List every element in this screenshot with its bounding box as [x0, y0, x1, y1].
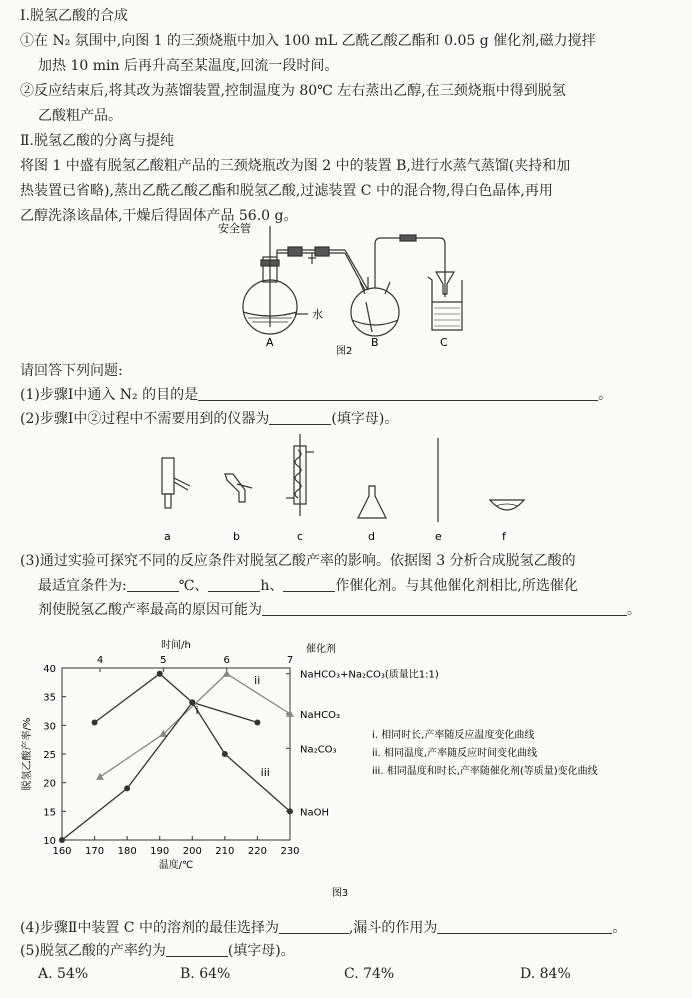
- part2-line3: 乙醇洗涤该晶体,干燥后得固体产品 56.0 g。: [20, 208, 298, 224]
- x-tick-label: 230: [280, 846, 300, 857]
- part2-heading: Ⅱ.脱氢乙酸的分离与提纯: [20, 133, 174, 149]
- flask-b: [351, 288, 399, 336]
- instrument-c-icon: [286, 434, 314, 516]
- x-tick-label: 220: [247, 846, 267, 857]
- series-point-iii: [222, 751, 228, 757]
- legend-entry: ii. 相同温度,产率随反应时间变化曲线: [372, 748, 538, 759]
- instrument-a-icon: [162, 458, 190, 508]
- q3-time-blank[interactable]: [208, 577, 260, 592]
- chart-frame: [62, 668, 290, 840]
- q2-end: (填字母)。: [331, 411, 399, 427]
- label-a: A: [266, 336, 274, 349]
- y-tick-label: 30: [43, 721, 56, 733]
- q2-answer-blank[interactable]: [269, 410, 331, 425]
- part1-step2-line1: ②反应结束后,将其改为蒸馏装置,控制温度为 80℃ 左右蒸出乙醇,在三颈烧瓶中得到脱氢: [20, 83, 566, 99]
- figure-2-apparatus: [200, 222, 480, 357]
- safety-tube-label: 安全管: [218, 222, 251, 235]
- series-point-i: [92, 719, 98, 725]
- x2-tick-label: 5: [160, 655, 167, 666]
- question-5: [20, 941, 295, 961]
- y-tick-label: 35: [43, 692, 56, 704]
- series-point-ii: [96, 773, 104, 780]
- q4-solvent-blank[interactable]: [279, 919, 349, 934]
- instrument-label-b: b: [233, 530, 240, 543]
- q3-catalyst-blank[interactable]: [283, 577, 335, 592]
- x2-axis-label: 时间/h: [161, 640, 191, 651]
- x-tick-label: 210: [215, 846, 235, 857]
- question-2: [20, 409, 398, 429]
- question-2-text: (2)步骤Ⅰ中②过程中不需要用到的仪器为: [20, 411, 270, 427]
- part2-line2: 热装置已省略),蒸出乙酰乙酸乙酯和脱氢乙酸,过滤装置 C 中的混合物,得白色晶体,再用: [20, 183, 553, 199]
- question-3-line3: [38, 600, 641, 620]
- series-label-i: i: [195, 703, 199, 717]
- x-tick-label: 170: [85, 846, 105, 857]
- q4-funnel-blank[interactable]: [437, 919, 612, 934]
- series-line-i: [95, 674, 261, 723]
- q5-end: (填字母)。: [227, 943, 295, 959]
- part2-line1: 将图 1 中盛有脱氢乙酸粗产品的三颈烧瓶改为图 2 中的装置 B,进行水蒸气蒸馏(夹持和加: [20, 158, 571, 174]
- instrument-label-e: e: [435, 530, 442, 543]
- question-3-line1: (3)通过实验可探究不同的反应条件对脱氢乙酸产率的影响。依据图 3 分析合成脱氢乙酸的: [20, 553, 576, 569]
- y-tick-label: 15: [43, 807, 56, 819]
- catalyst-label: NaHCO₃: [300, 709, 340, 721]
- x-tick-label: 200: [182, 846, 202, 857]
- option-a[interactable]: A. 54%: [38, 966, 89, 982]
- instrument-label-c: c: [297, 530, 304, 543]
- q1-answer-blank[interactable]: [198, 386, 598, 401]
- q5-text: (5)脱氢乙酸的产率约为: [20, 943, 166, 959]
- x-axis-label: 温度/℃: [158, 860, 194, 871]
- series-point-iii: [124, 785, 130, 791]
- series-line-ii: [100, 674, 290, 777]
- series-label-ii: ii: [254, 674, 261, 688]
- x-tick-label: 160: [52, 846, 72, 857]
- catalyst-axis-label: 催化剂: [306, 644, 336, 655]
- label-b: B: [371, 336, 379, 349]
- q5-answer-blank[interactable]: [166, 942, 228, 957]
- instrument-d-icon: [358, 486, 386, 518]
- water-label: 水: [312, 308, 323, 321]
- y-axis-label: 脱氢乙酸产率/%: [22, 717, 33, 791]
- question-4: [20, 918, 626, 938]
- part1-heading: Ⅰ.脱氢乙酸的合成: [20, 8, 128, 24]
- q3-text-a: 最适宜条件为:: [38, 578, 127, 594]
- part1-step1-line1: ①在 N₂ 氛围中,向图 1 的三颈烧瓶中加入 100 mL 乙酰乙酸乙酯和 0.05 g 催化剂,磁力搅拌: [20, 33, 596, 49]
- figure-3-chart: [0, 622, 692, 907]
- catalyst-label: NaOH: [300, 807, 329, 819]
- instrument-label-a: a: [164, 530, 171, 543]
- instrument-b-icon: [225, 474, 252, 502]
- instruments-row: [140, 430, 540, 545]
- q3-unit-temp: ℃、: [178, 578, 209, 594]
- legend-entry: iii. 相同温度和时长,产率随催化剂(等质量)变化曲线: [372, 766, 598, 777]
- q4-end: 。: [612, 920, 627, 936]
- option-d[interactable]: D. 84%: [520, 966, 571, 982]
- instrument-label-d: d: [368, 530, 375, 543]
- q3-text-b: 作催化剂。与其他催化剂相比,所选催化: [335, 578, 578, 594]
- option-c[interactable]: C. 74%: [344, 966, 395, 982]
- question-1: [20, 385, 612, 405]
- x-tick-label: 190: [150, 846, 170, 857]
- label-c: C: [440, 336, 448, 349]
- series-point-iii: [287, 808, 293, 814]
- question-1-text: (1)步骤Ⅰ中通入 N₂ 的目的是: [20, 387, 199, 403]
- x-tick-label: 180: [117, 846, 137, 857]
- series-point-ii: [223, 670, 231, 677]
- q4-text-b: ,漏斗的作用为: [348, 920, 438, 936]
- series-point-iii: [59, 837, 65, 843]
- series-label-iii: iii: [260, 765, 270, 779]
- questions-intro: 请回答下列问题:: [20, 363, 123, 379]
- catalyst-label: Na₂CO₃: [300, 744, 337, 756]
- q1-end: 。: [598, 387, 613, 403]
- q3-temperature-blank[interactable]: [127, 577, 179, 592]
- q3-unit-time: h、: [260, 578, 284, 594]
- x2-tick-label: 6: [223, 655, 230, 666]
- y-tick-label: 40: [43, 664, 56, 675]
- y-tick-label: 10: [43, 836, 56, 847]
- catalyst-label: NaHCO₃+Na₂CO₃(质量比1:1): [300, 669, 439, 681]
- series-point-iii: [189, 699, 195, 705]
- q3-reason-blank[interactable]: [262, 601, 627, 616]
- q3-end: 。: [627, 602, 641, 618]
- instrument-label-f: f: [502, 530, 506, 543]
- question-3-line2: [38, 576, 578, 596]
- y-tick-label: 25: [43, 750, 56, 761]
- q4-text-a: (4)步骤Ⅱ中装置 C 中的溶剂的最佳选择为: [20, 920, 279, 936]
- instrument-f-icon: [490, 500, 524, 510]
- x2-tick-label: 7: [286, 655, 294, 666]
- series-point-i: [157, 671, 163, 677]
- x2-tick-label: 4: [96, 655, 104, 666]
- option-b[interactable]: B. 64%: [180, 966, 231, 982]
- legend-entry: i. 相同时长,产率随反应温度变化曲线: [372, 730, 535, 741]
- y-tick-label: 20: [43, 778, 56, 790]
- figure-2-caption: 图2: [336, 346, 353, 357]
- q3-text-c: 剂使脱氢乙酸产率最高的原因可能为: [38, 602, 262, 618]
- series-point-i: [254, 719, 260, 725]
- part1-step1-line2: 加热 10 min 后再升高至某温度,回流一段时间。: [38, 58, 339, 74]
- part1-step2-line2: 乙酸粗产品。: [38, 108, 122, 124]
- figure-3-caption: 图3: [331, 888, 349, 899]
